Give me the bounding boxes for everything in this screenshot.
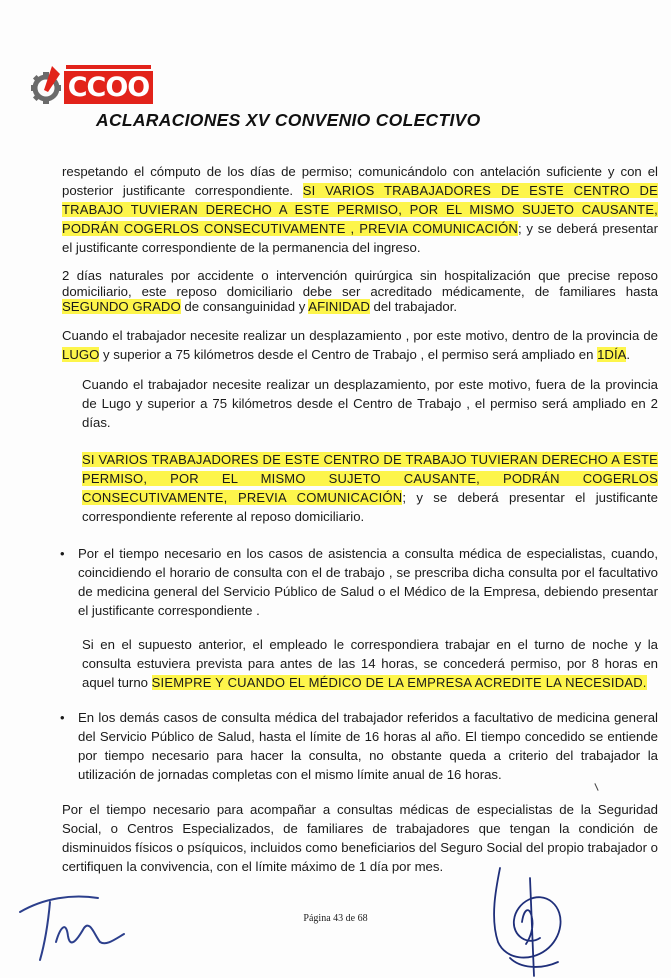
highlight-medico-empresa: SIEMPRE Y CUANDO EL MÉDICO DE LA EMPRESA ACREDITE LA NECESIDAD. <box>151 674 647 690</box>
highlight-afinidad: AFINIDAD <box>308 299 370 314</box>
paragraph-accidente: 2 días naturales por accidente o intervención quirúrgica sin hospitalización que precise reposo domiciliario, este reposo domiciliario debe ser acreditado médicamente, de familiares hasta SEGUNDO GRADO de consanguinidad y AFINIDAD del trabajador. <box>62 268 658 314</box>
list-item-consulta-especialistas: • Por el tiempo necesario en los casos de asistencia a consulta médica de especialistas, cuando, coincidiendo el horario de consulta con el de trabajo , se prescriba dicha consulta por el facultativo de medicina general del Servicio Público de Salud o el Médico de la Empresa, debiendo presentar el justificante correspondiente . <box>78 544 658 620</box>
highlight-varios-trabajadores: SI VARIOS TRABAJADORES DE ESTE CENTRO DE TRABAJO TUVIERAN DERECHO A ESTE PERMISO, POR EL MISMO SUJETO CAUSANTE, PODRÁN COGERLOS CONSECUTIVAMENTE, PREVIA COMUNICACIÓN <box>82 451 658 505</box>
document-title: ACLARACIONES XV CONVENIO COLECTIVO <box>96 110 481 130</box>
list-item-consulta-general: • En los demás casos de consulta médica del trabajador referidos a facultativo de medicina general del Servicio Público de Salud, hasta el límite de 16 horas al año. El tiempo concedido se entiende por tiempo necesario para hacer la consulta, no obstante queda a criterio del trabajador la utilización de jornadas completas con el mismo límite anual de 16 horas. <box>78 708 658 784</box>
ccoo-badge: CCOO <box>64 71 153 104</box>
ccoo-logo <box>30 62 156 110</box>
paragraph-computo: respetando el cómputo de los días de permiso; comunicándolo con antelación suficiente y con el posterior justificante correspondiente. SI VARIOS TRABAJADORES DE ESTE CENTRO DE TRABAJO TUVIERAN DERECHO A ESTE PERMISO, POR EL MISMO SUJETO CAUSANTE, PODRÁN COGERLOS CONSECUTIVAMENTE , PREVIA COMUNICACIÓN; y se deberá presentar el justificante correspondiente de la permanencia del ingreso. <box>62 164 658 255</box>
page-number: Página 43 de 68 <box>303 913 368 924</box>
document-body <box>62 162 658 887</box>
signature-left <box>14 884 134 964</box>
highlight-segundo-grado: SEGUNDO GRADO <box>62 299 181 314</box>
paragraph-varios-trabajadores: SI VARIOS TRABAJADORES DE ESTE CENTRO DE TRABAJO TUVIERAN DERECHO A ESTE PERMISO, POR EL MISMO SUJETO CAUSANTE, PODRÁN COGERLOS CONSECUTIVAMENTE, PREVIA COMUNICACIÓN; y se deberá presentar el justificante correspondiente referente al reposo domiciliario. <box>82 451 658 524</box>
paragraph-acompanar: Por el tiempo necesario para acompañar a consultas médicas de especialistas de la Seguridad Social, o Centros Especializados, de familiares de trabajadores que tengan la condición de disminuidos físicos o psíquicos, incluidos como beneficiarios del Seguro Social del propio trabajador o certifiquen la convivencia, con el límite máximo de 1 día por mes. <box>62 801 658 874</box>
paragraph-desplazamiento-fuera: Cuando el trabajador necesite realizar un desplazamiento, por este motivo, fuera de la provincia de Lugo y superior a 75 kilómetros desde el Centro de Trabajo , el permiso será ampliado en 2 días. <box>82 376 658 430</box>
highlight-lugo: LUGO <box>62 346 100 362</box>
paragraph-turno-noche: Si en el supuesto anterior, el empleado le correspondiera trabajar en el turno de noche y la consulta estuviera prevista para antes de las 14 horas, se concederá permiso, por 8 horas en aquel turno SIEMPRE Y CUANDO EL MÉDICO DE LA EMPRESA ACREDITE LA NECESIDAD. <box>82 636 658 690</box>
paragraph-desplazamiento-lugo: Cuando el trabajador necesite realizar un desplazamiento , por este motivo, dentro de la provincia de LUGO y superior a 75 kilómetros desde el Centro de Trabajo , el permiso será ampliado en 1DÍA. <box>62 327 658 362</box>
highlight-1dia: 1DÍA <box>597 346 627 362</box>
gear-icon <box>30 64 64 106</box>
highlight-consecutive-permission: SI VARIOS TRABAJADORES DE ESTE CENTRO DE TRABAJO TUVIERAN DERECHO A ESTE PERMISO, POR EL MISMO SUJETO CAUSANTE, PODRÁN COGERLOS CONSECUTIVAMENTE , PREVIA COMUNICACIÓN <box>62 183 658 236</box>
